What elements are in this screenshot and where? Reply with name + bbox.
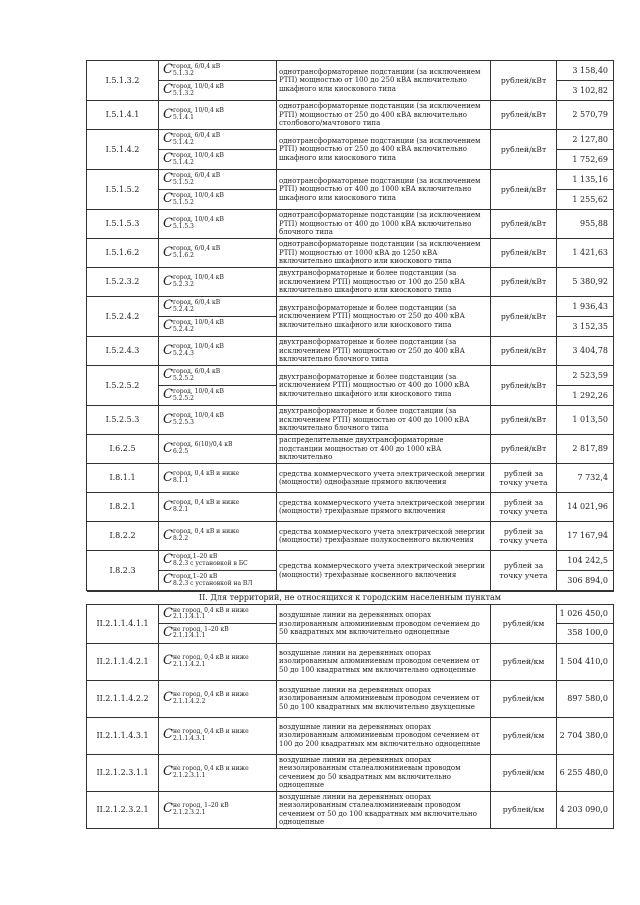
item-code: II.2.1.1.4.1.1 bbox=[87, 605, 159, 644]
item-unit: рублей/км bbox=[491, 791, 557, 828]
item-description: однотрансформаторные подстанции (за исключением РТП) мощностью от 250 до 400 кВА включительно шкафного или киоскового типа bbox=[277, 130, 491, 170]
rate-value: 955,88 bbox=[557, 210, 614, 239]
item-description: воздушные линии на деревянных опорах неизолированным сталеалюминиевым проводом сечением до 50 квадратных мм включительно одноцепные bbox=[277, 754, 491, 791]
table-row bbox=[87, 791, 614, 828]
table-row bbox=[87, 435, 614, 464]
symbol-c: C bbox=[163, 273, 173, 289]
table-row bbox=[87, 366, 614, 386]
item-description: воздушные линии на деревянных опорах изолированным алюминиевым проводом сечением до 50 квадратных мм включительно одноцепные bbox=[277, 605, 491, 644]
item-code: I.5.1.4.2 bbox=[87, 130, 159, 170]
table-row bbox=[87, 297, 614, 317]
rate-value: 306 894,0 bbox=[557, 571, 614, 591]
rate-value: 1 292,26 bbox=[557, 386, 614, 406]
item-description: двухтрансформаторные и более подстанции (за исключением РТП) мощностью от 250 до 400 кВА включительно блочного типа bbox=[277, 337, 491, 366]
symbol-c: C bbox=[163, 191, 173, 207]
tariff-document bbox=[86, 60, 613, 829]
symbol-superscript: не город, 0,4 кВ и ниже bbox=[172, 727, 249, 735]
rate-value: 2 817,89 bbox=[557, 435, 614, 464]
table-row bbox=[87, 61, 614, 81]
item-code: I.8.2.2 bbox=[87, 522, 159, 551]
rate-value: 7 732,4 bbox=[557, 464, 614, 493]
item-code: I.5.2.5.3 bbox=[87, 406, 159, 435]
symbol-superscript: город, 10/0,4 кВ bbox=[172, 216, 224, 224]
symbol-superscript: город, 6/0,4 кВ bbox=[172, 171, 221, 179]
symbol-c: C bbox=[163, 764, 173, 780]
symbol-subscript: 5.1.5.2 bbox=[172, 178, 194, 186]
item-code: II.2.1.2.3.1.1 bbox=[87, 754, 159, 791]
item-code: I.5.1.3.2 bbox=[87, 61, 159, 101]
rate-value: 2 127,80 bbox=[557, 130, 614, 150]
rate-value: 4 203 090,0 bbox=[557, 791, 614, 828]
symbol-superscript: город, 6/0,4 кВ bbox=[172, 245, 221, 253]
symbol-subscript: 5.2.3.2 bbox=[172, 281, 194, 288]
symbol-c: C bbox=[163, 387, 173, 403]
table-row bbox=[87, 680, 614, 717]
item-code: I.6.2.5 bbox=[87, 435, 159, 464]
item-code: II.2.1.1.4.2.2 bbox=[87, 680, 159, 717]
symbol-c: C bbox=[163, 151, 173, 167]
rate-symbol bbox=[159, 170, 277, 190]
symbol-superscript: город,1–20 кВ bbox=[172, 552, 218, 560]
tariff-table-part1 bbox=[86, 60, 614, 591]
symbol-c: C bbox=[163, 527, 173, 543]
rate-value: 1 504 410,0 bbox=[557, 643, 614, 680]
rate-value: 1 026 450,0 bbox=[557, 605, 614, 624]
table-row bbox=[87, 754, 614, 791]
symbol-c: C bbox=[163, 106, 173, 122]
item-code: I.5.2.4.2 bbox=[87, 297, 159, 337]
item-description: однотрансформаторные подстанции (за исключением РТП) мощностью от 400 до 1000 кВА включительно шкафного или киоскового типа bbox=[277, 170, 491, 210]
symbol-c: C bbox=[163, 171, 173, 187]
table-row bbox=[87, 101, 614, 130]
symbol-c: C bbox=[163, 82, 173, 98]
symbol-superscript: город, 10/0,4 кВ bbox=[172, 318, 224, 326]
symbol-superscript: город, 10/0,4 кВ bbox=[172, 387, 224, 395]
rate-value: 897 580,0 bbox=[557, 680, 614, 717]
rate-symbol bbox=[159, 717, 277, 754]
item-unit: рублей/кВт bbox=[491, 268, 557, 297]
rate-value: 1 013,50 bbox=[557, 406, 614, 435]
table-row bbox=[87, 643, 614, 680]
rate-value: 2 570,79 bbox=[557, 101, 614, 130]
symbol-c: C bbox=[163, 801, 173, 817]
symbol-c: C bbox=[163, 342, 173, 358]
symbol-superscript: город, 6(10)/0,4 кВ bbox=[172, 441, 233, 449]
item-unit: рублей/кВт bbox=[491, 130, 557, 170]
symbol-superscript: город, 0,4 кВ и ниже bbox=[172, 528, 240, 536]
rate-value: 14 021,96 bbox=[557, 493, 614, 522]
rate-value: 358 100,0 bbox=[557, 624, 614, 643]
item-unit: рублей/км bbox=[491, 754, 557, 791]
item-unit: рублей/кВт bbox=[491, 170, 557, 210]
symbol-c: C bbox=[163, 367, 173, 383]
rate-value: 3 404,78 bbox=[557, 337, 614, 366]
symbol-subscript: 2.1.1.4.2.1 bbox=[172, 660, 206, 668]
symbol-superscript: город, 0,4 кВ и ниже bbox=[172, 499, 240, 507]
table-row bbox=[87, 464, 614, 493]
item-unit: рублей за точку учета bbox=[491, 464, 557, 493]
section-title: II. Для территорий, не относящихся к городским населенным пунктам bbox=[87, 592, 614, 605]
rate-symbol bbox=[159, 605, 277, 624]
item-unit: рублей/км bbox=[491, 605, 557, 644]
symbol-subscript: 2.1.1.4.1.1 bbox=[172, 632, 206, 640]
rate-symbol bbox=[159, 754, 277, 791]
rate-value: 1 135,16 bbox=[557, 170, 614, 190]
item-unit: рублей/кВт bbox=[491, 239, 557, 268]
table-row bbox=[87, 268, 614, 297]
rate-symbol bbox=[159, 551, 277, 571]
rate-symbol bbox=[159, 791, 277, 828]
item-description: двухтрансформаторные и более подстанции (за исключением РТП) мощностью от 400 до 1000 кВА включительно блочного типа bbox=[277, 406, 491, 435]
item-unit: рублей за точку учета bbox=[491, 551, 557, 591]
item-code: I.5.1.5.2 bbox=[87, 170, 159, 210]
rate-symbol bbox=[159, 190, 277, 210]
item-unit: рублей/кВт bbox=[491, 366, 557, 406]
item-description: воздушные линии на деревянных опорах изолированным алюминиевым проводом сечением от 50 до 100 квадратных мм включительно одноцепные bbox=[277, 643, 491, 680]
symbol-subscript: 5.1.5.2 bbox=[172, 198, 194, 206]
rate-symbol bbox=[159, 406, 277, 435]
rate-symbol bbox=[159, 522, 277, 551]
item-description: воздушные линии на деревянных опорах изолированным алюминиевым проводом сечением от 50 до 100 квадратных мм включительно двухцепные bbox=[277, 680, 491, 717]
table-row bbox=[87, 522, 614, 551]
symbol-superscript: город, 10/0,4 кВ bbox=[172, 343, 224, 351]
symbol-subscript: 2.1.1.4.3.1 bbox=[172, 734, 206, 742]
symbol-subscript: 5.1.5.3 bbox=[172, 223, 194, 230]
symbol-superscript: город, 10/0,4 кВ bbox=[172, 107, 224, 115]
rate-symbol bbox=[159, 317, 277, 337]
symbol-subscript: 8.2.3 с установкой на ВЛ bbox=[172, 579, 253, 587]
rate-symbol bbox=[159, 101, 277, 130]
rate-value: 3 158,40 bbox=[557, 61, 614, 81]
rate-symbol bbox=[159, 680, 277, 717]
tariff-table-part2 bbox=[86, 591, 614, 829]
symbol-c: C bbox=[163, 498, 173, 514]
symbol-c: C bbox=[163, 244, 173, 260]
item-code: I.5.2.3.2 bbox=[87, 268, 159, 297]
symbol-superscript: город, 10/0,4 кВ bbox=[172, 412, 224, 420]
table-row bbox=[87, 551, 614, 571]
symbol-c: C bbox=[163, 411, 173, 427]
rate-value: 1 752,69 bbox=[557, 150, 614, 170]
item-code: I.5.2.4.3 bbox=[87, 337, 159, 366]
symbol-subscript: 2.1.1.4.1.1 bbox=[172, 613, 206, 621]
item-unit: рублей/км bbox=[491, 643, 557, 680]
item-code: II.2.1.1.4.2.1 bbox=[87, 643, 159, 680]
rate-value: 2 523,59 bbox=[557, 366, 614, 386]
rate-symbol bbox=[159, 239, 277, 268]
symbol-superscript: город, 6/0,4 кВ bbox=[172, 298, 221, 306]
rate-symbol bbox=[159, 297, 277, 317]
item-description: однотрансформаторные подстанции (за исключением РТП) мощностью от 400 до 1000 кВА включительно блочного типа bbox=[277, 210, 491, 239]
symbol-subscript: 8.2.1 bbox=[172, 506, 189, 513]
rate-value: 1 255,62 bbox=[557, 190, 614, 210]
rate-symbol bbox=[159, 337, 277, 366]
item-code: I.8.2.3 bbox=[87, 551, 159, 591]
table-row bbox=[87, 210, 614, 239]
item-unit: рублей за точку учета bbox=[491, 522, 557, 551]
rate-symbol bbox=[159, 61, 277, 81]
symbol-superscript: не город, 1–20 кВ bbox=[172, 625, 229, 633]
rate-symbol bbox=[159, 366, 277, 386]
item-unit: рублей/кВт bbox=[491, 61, 557, 101]
item-unit: рублей/кВт bbox=[491, 406, 557, 435]
symbol-c: C bbox=[163, 606, 173, 621]
symbol-superscript: город, 10/0,4 кВ bbox=[172, 191, 224, 199]
rate-symbol bbox=[159, 571, 277, 591]
rate-symbol bbox=[159, 464, 277, 493]
item-unit: рублей/кВт bbox=[491, 210, 557, 239]
rate-symbol bbox=[159, 81, 277, 101]
symbol-superscript: город, 10/0,4 кВ bbox=[172, 82, 224, 90]
symbol-superscript: не город, 0,4 кВ и ниже bbox=[172, 653, 249, 661]
rate-symbol bbox=[159, 493, 277, 522]
item-description: средства коммерческого учета электрической энергии (мощности) трехфазные косвенного включения bbox=[277, 551, 491, 591]
item-description: двухтрансформаторные и более подстанции (за исключением РТП) мощностью от 250 до 400 кВА включительно шкафного или киоскового типа bbox=[277, 297, 491, 337]
symbol-c: C bbox=[163, 469, 173, 485]
table-row bbox=[87, 493, 614, 522]
symbol-subscript: 2.1.1.4.2.2 bbox=[172, 697, 206, 705]
item-unit: рублей за точку учета bbox=[491, 493, 557, 522]
symbol-c: C bbox=[163, 440, 173, 456]
symbol-subscript: 8.1.1 bbox=[172, 477, 189, 484]
symbol-superscript: город, 10/0,4 кВ bbox=[172, 274, 224, 282]
rate-symbol bbox=[159, 643, 277, 680]
rate-value: 104 242,5 bbox=[557, 551, 614, 571]
item-description: воздушные линии на деревянных опорах изолированным алюминиевым проводом сечением от 100 до 200 квадратных мм включительно одноцепные bbox=[277, 717, 491, 754]
rate-value: 2 704 380,0 bbox=[557, 717, 614, 754]
symbol-subscript: 5.2.4.2 bbox=[172, 305, 194, 313]
rate-value: 3 102,82 bbox=[557, 81, 614, 101]
table-row bbox=[87, 406, 614, 435]
symbol-subscript: 6.2.5 bbox=[172, 448, 189, 455]
item-unit: рублей/кВт bbox=[491, 297, 557, 337]
rate-value: 17 167,94 bbox=[557, 522, 614, 551]
item-description: двухтрансформаторные и более подстанции (за исключением РТП) мощностью от 100 до 250 кВА включительно шкафного или киоскового типа bbox=[277, 268, 491, 297]
rate-symbol bbox=[159, 130, 277, 150]
item-description: средства коммерческого учета электрической энергии (мощности) трехфазные прямого включения bbox=[277, 493, 491, 522]
symbol-superscript: город, 6/0,4 кВ bbox=[172, 62, 221, 70]
symbol-subscript: 5.2.5.3 bbox=[172, 419, 194, 426]
rate-value: 1 936,43 bbox=[557, 297, 614, 317]
symbol-c: C bbox=[163, 727, 173, 743]
rate-symbol bbox=[159, 624, 277, 643]
symbol-subscript: 5.1.3.2 bbox=[172, 89, 194, 97]
item-unit: рублей/кВт bbox=[491, 435, 557, 464]
item-description: средства коммерческого учета электрической энергии (мощности) трехфазные полукосвенного включения bbox=[277, 522, 491, 551]
symbol-c: C bbox=[163, 552, 173, 568]
item-code: I.5.1.5.3 bbox=[87, 210, 159, 239]
rate-value: 5 380,92 bbox=[557, 268, 614, 297]
symbol-superscript: город, 0,4 кВ и ниже bbox=[172, 470, 240, 478]
symbol-c: C bbox=[163, 131, 173, 147]
item-description: однотрансформаторные подстанции (за исключением РТП) мощностью от 250 до 400 кВА включительно столбового/мачтового типа bbox=[277, 101, 491, 130]
symbol-subscript: 5.1.3.2 bbox=[172, 69, 194, 77]
table-row bbox=[87, 717, 614, 754]
rate-symbol bbox=[159, 435, 277, 464]
item-code: II.2.1.2.3.2.1 bbox=[87, 791, 159, 828]
item-code: I.5.2.5.2 bbox=[87, 366, 159, 406]
item-description: распределительные двухтрансформаторные подстанции мощностью от 400 до 1000 кВА включительно bbox=[277, 435, 491, 464]
symbol-c: C bbox=[163, 690, 173, 706]
item-code: I.8.2.1 bbox=[87, 493, 159, 522]
table-row bbox=[87, 337, 614, 366]
item-code: I.5.1.6.2 bbox=[87, 239, 159, 268]
symbol-superscript: город,1–20 кВ bbox=[172, 572, 218, 580]
table-row bbox=[87, 130, 614, 150]
rate-value: 1 421,63 bbox=[557, 239, 614, 268]
symbol-subscript: 5.2.5.2 bbox=[172, 394, 194, 402]
symbol-c: C bbox=[163, 653, 173, 669]
symbol-subscript: 5.1.4.1 bbox=[172, 114, 194, 121]
symbol-subscript: 5.1.4.2 bbox=[172, 138, 194, 146]
item-code: I.8.1.1 bbox=[87, 464, 159, 493]
rate-symbol bbox=[159, 210, 277, 239]
symbol-c: C bbox=[163, 215, 173, 231]
table-row bbox=[87, 239, 614, 268]
rate-symbol bbox=[159, 268, 277, 297]
rate-symbol bbox=[159, 386, 277, 406]
table-row bbox=[87, 605, 614, 624]
item-description: однотрансформаторные подстанции (за исключением РТП) мощностью от 100 до 250 кВА включительно шкафного или киоскового типа bbox=[277, 61, 491, 101]
symbol-subscript: 8.2.2 bbox=[172, 535, 189, 542]
symbol-superscript: не город, 0,4 кВ и ниже bbox=[172, 606, 249, 614]
symbol-subscript: 2.1.2.3.2.1 bbox=[172, 808, 206, 816]
item-code: I.5.1.4.1 bbox=[87, 101, 159, 130]
symbol-superscript: не город, 0,4 кВ и ниже bbox=[172, 690, 249, 698]
symbol-superscript: не город, 0,4 кВ и ниже bbox=[172, 764, 249, 772]
item-description: однотрансформаторные подстанции (за исключением РТП) мощностью от 1000 кВА до 1250 кВА включительно шкафного или киоскового типа bbox=[277, 239, 491, 268]
symbol-subscript: 5.1.4.2 bbox=[172, 158, 194, 166]
symbol-c: C bbox=[163, 298, 173, 314]
item-description: двухтрансформаторные и более подстанции (за исключением РТП) мощностью от 400 до 1000 кВА включительно шкафного или киоскового типа bbox=[277, 366, 491, 406]
rate-symbol bbox=[159, 150, 277, 170]
table-row bbox=[87, 170, 614, 190]
rate-value: 3 152,35 bbox=[557, 317, 614, 337]
symbol-superscript: не город, 1–20 кВ bbox=[172, 801, 229, 809]
rate-value: 6 255 480,0 bbox=[557, 754, 614, 791]
item-unit: рублей/кВт bbox=[491, 337, 557, 366]
symbol-superscript: город, 6/0,4 кВ bbox=[172, 131, 221, 139]
item-unit: рублей/км bbox=[491, 717, 557, 754]
symbol-c: C bbox=[163, 625, 173, 641]
item-code: II.2.1.1.4.3.1 bbox=[87, 717, 159, 754]
symbol-c: C bbox=[163, 318, 173, 334]
section-header-row bbox=[87, 592, 614, 605]
symbol-subscript: 5.2.5.2 bbox=[172, 374, 194, 382]
item-unit: рублей/кВт bbox=[491, 101, 557, 130]
symbol-subscript: 2.1.2.3.1.1 bbox=[172, 771, 206, 779]
symbol-subscript: 5.2.4.2 bbox=[172, 325, 194, 333]
symbol-c: C bbox=[163, 62, 173, 78]
symbol-superscript: город, 10/0,4 кВ bbox=[172, 151, 224, 159]
symbol-c: C bbox=[163, 572, 173, 588]
symbol-subscript: 5.1.6.2 bbox=[172, 252, 194, 259]
symbol-subscript: 8.2.3 с установкой в БС bbox=[172, 559, 248, 567]
item-description: воздушные линии на деревянных опорах неизолированным сталеалюминиевым проводом сечением от 50 до 100 квадратных мм включительно одноцепные bbox=[277, 791, 491, 828]
item-unit: рублей/км bbox=[491, 680, 557, 717]
symbol-superscript: город, 6/0,4 кВ bbox=[172, 367, 221, 375]
symbol-subscript: 5.2.4.3 bbox=[172, 350, 194, 357]
item-description: средства коммерческого учета электрической энергии (мощности) однофазные прямого включения bbox=[277, 464, 491, 493]
